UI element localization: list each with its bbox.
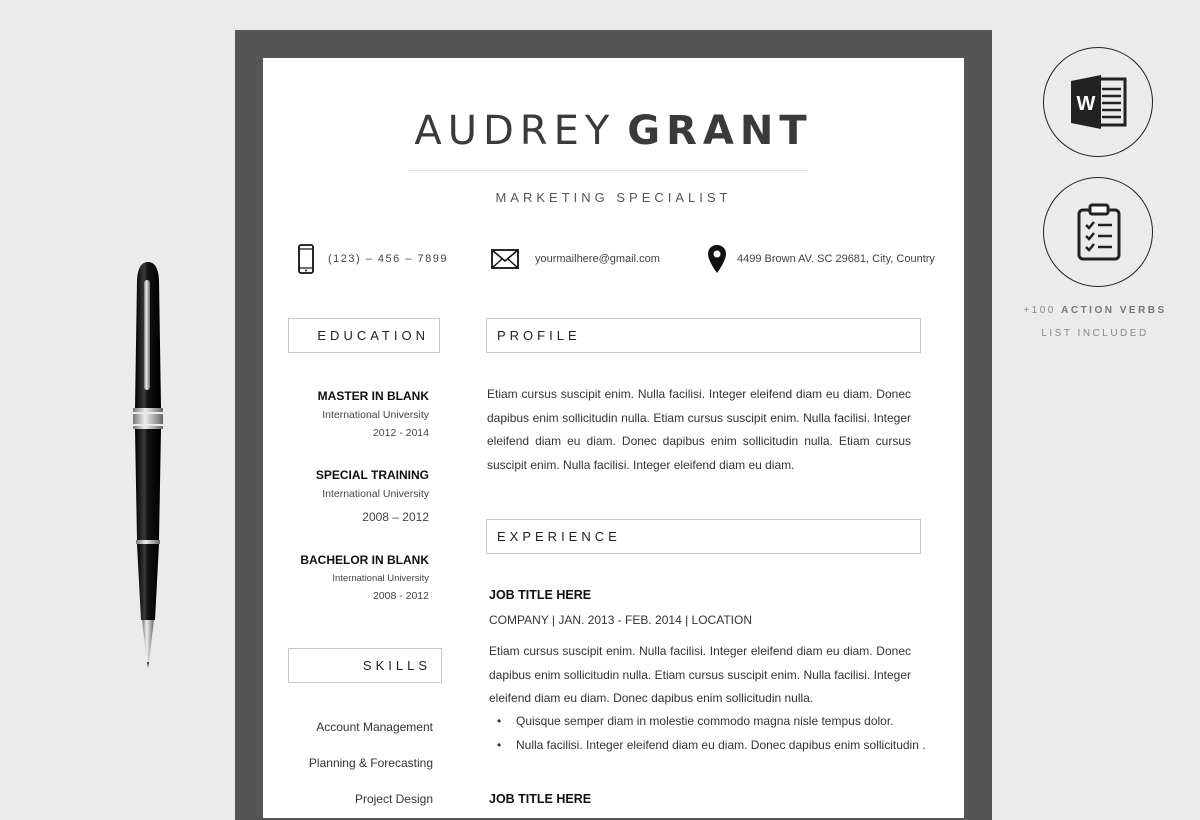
school: International University <box>332 573 429 584</box>
degree: MASTER IN BLANK <box>317 389 429 403</box>
first-name: AUDREY <box>414 108 616 154</box>
skills-list <box>263 720 433 818</box>
profile-text: Etiam cursus suscipit enim. Nulla facilisi. Integer eleifend diam eu diam. Donec dapibus enim sollicitudin nulla. Etiam cursus suscipit enim. Nulla facilisi. Integer eleifend diam eu diam. Donec dapibus enim sollicitudin nulla. Etiam cursus suscipit enim. Nulla facilisi. Integer eleifend diam eu diam. <box>487 387 911 472</box>
education-heading: EDUCATION <box>288 318 440 353</box>
school: International University <box>322 488 429 500</box>
bullet-item: • Quisque semper diam in molestie commodo magna nisle tempus dolor. <box>489 710 926 734</box>
experience-heading: EXPERIENCE <box>486 519 921 554</box>
contact-phone <box>298 244 448 274</box>
list-included-note: LIST INCLUDED <box>1041 328 1149 339</box>
job-title: JOB TITLE HERE <box>489 588 592 602</box>
degree: BACHELOR IN BLANK <box>300 553 429 567</box>
location-pin-icon <box>707 244 727 274</box>
profile-heading: PROFILE <box>486 318 921 353</box>
school: International University <box>322 409 429 421</box>
action-verbs-count: +100 <box>1023 305 1056 316</box>
job-description: Etiam cursus suscipit enim. Nulla facilisi. Integer eleifend diam eu diam. Donec dapibus enim sollicitudin nulla. Etiam cursus suscipit enim. Nulla facilisi. Integer eleifend diam eu diam. Donec dapibus enim sollicitudin nulla. <box>489 644 911 705</box>
years: 2008 - 2012 <box>372 590 429 602</box>
pen-image <box>128 258 168 670</box>
action-verbs-note <box>1000 305 1190 316</box>
word-icon <box>1069 74 1129 130</box>
checklist-badge <box>1043 177 1153 287</box>
degree: SPECIAL TRAINING <box>315 468 429 482</box>
resume-name <box>263 108 964 154</box>
job-title: JOB TITLE HERE <box>489 792 592 806</box>
email-address: yourmailhere@gmail.com <box>535 253 660 265</box>
action-verbs-label: ACTION VERBS <box>1061 305 1167 316</box>
years: 2012 - 2014 <box>372 427 429 439</box>
education-entry <box>263 468 429 524</box>
word-badge <box>1043 47 1153 157</box>
clipboard-checklist-icon <box>1077 203 1121 261</box>
job-bullets <box>489 710 926 757</box>
job-meta: COMPANY | JAN. 2013 - FEB. 2014 | LOCATION <box>489 613 752 627</box>
word-letter: W <box>1076 93 1096 115</box>
name-divider <box>408 170 808 171</box>
envelope-icon <box>491 249 519 269</box>
bullet-item: • Nulla facilisi. Integer eleifend diam eu diam. Donec dapibus enim sollicitudin . <box>489 734 926 758</box>
skill-item: Account Management <box>316 720 433 734</box>
phone-number: (123) – 456 – 7899 <box>328 253 448 265</box>
contact-address <box>707 244 935 274</box>
skill-item: Project Design <box>354 792 433 806</box>
education-entry <box>263 553 429 602</box>
skills-heading: SKILLS <box>288 648 442 683</box>
years: 2008 – 2012 <box>362 510 429 524</box>
resume-page <box>263 58 964 818</box>
last-name: GRANT <box>627 108 813 154</box>
job-subtitle: MARKETING SPECIALIST <box>495 190 732 205</box>
street-address: 4499 Brown AV. SC 29681, City, Country <box>737 253 935 265</box>
education-entry <box>263 389 429 439</box>
skill-item: Planning & Forecasting <box>308 756 433 770</box>
contact-email <box>491 244 660 274</box>
phone-icon <box>298 244 314 274</box>
